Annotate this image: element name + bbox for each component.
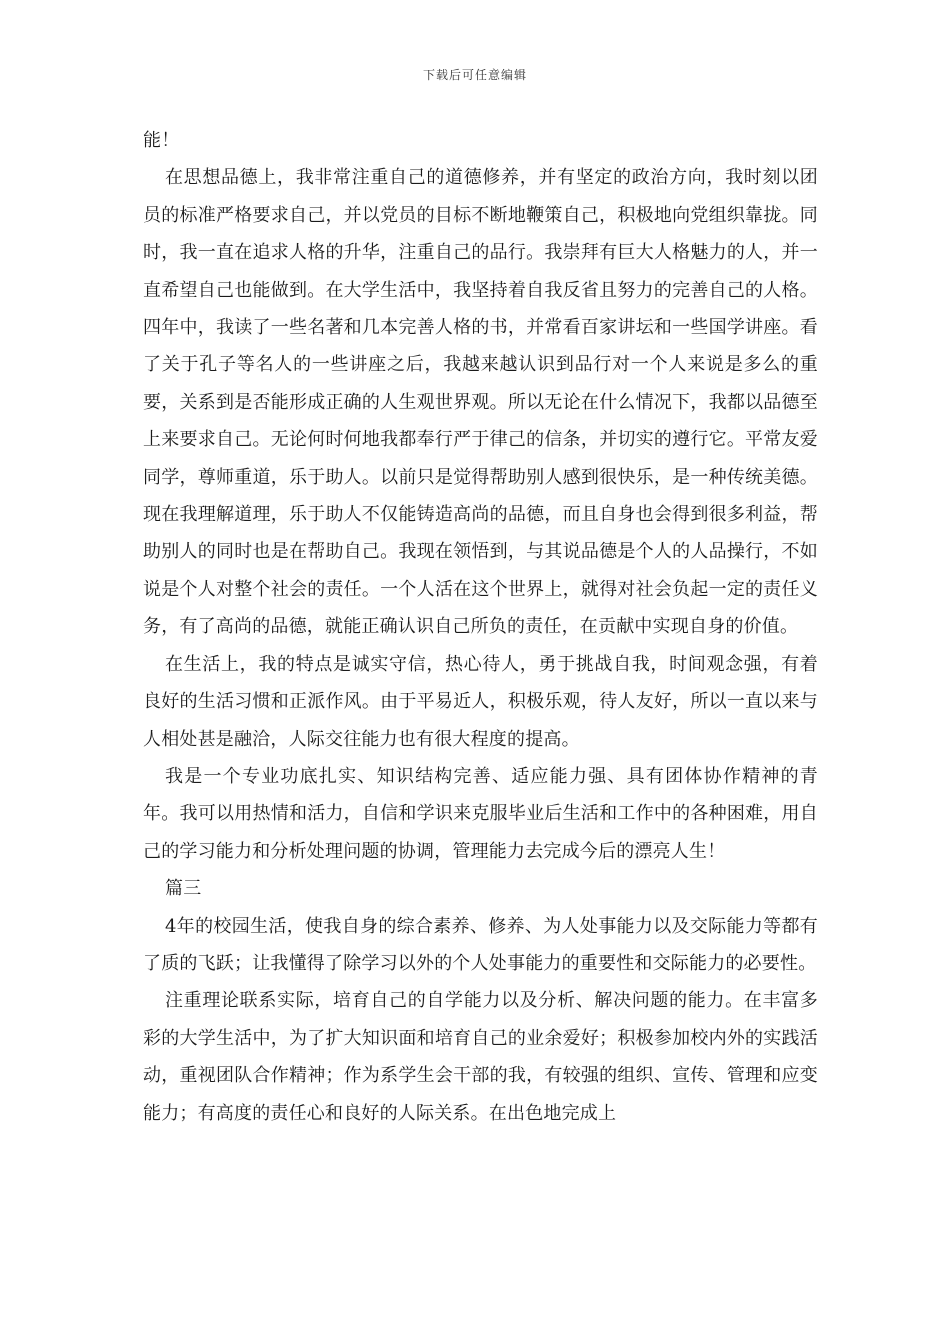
paragraph-theory-practice: 注重理论联系实际，培育自己的自学能力以及分析、解决问题的能力。在丰富多彩的大学生活中，为了扩大知识面和培育自己的业余爱好；积极参加校内外的实践活动，重视团队合作精神；作为系学生会干部的我，有较强的组织、宣传、管理和应变能力；有高度的责任心和良好的人际关系。在出色地完成上 (143, 990, 818, 1124)
paragraph-campus-life: 4年的校园生活，使我自身的综合素养、修养、为人处事能力以及交际能力等都有了质的飞跃；让我懂得了除学习以外的个人处事能力的重要性和交际能力的必要性。 (143, 915, 818, 974)
section-heading-part-three: 篇三 (165, 878, 202, 900)
paragraph-moral-character: 在思想品德上，我非常注重自己的道德修养，并有坚定的政治方向，我时刻以团员的标准严格要求自己，并以党员的目标不断地鞭策自己，积极地向党组织靠拢。同时，我一直在追求人格的升华，注重自己的品行。我崇拜有巨大人格魅力的人，并一直希望自己也能做到。在大学生活中，我坚持着自我反省且努力的完善自己的人格。四年中，我读了一些名著和几本完善人格的书，并常看百家讲坛和一些国学讲座。看了关于孔子等名人的一些讲座之后，我越来越认识到品行对一个人来说是多么的重要，关系到是否能形成正确的人生观世界观。所以无论在什么情况下，我都以品德至上来要求自己。无论何时何地我都奉行严于律己的信条，并切实的遵行它。平常友爱同学，尊师重道，乐于助人。以前只是觉得帮助别人感到很快乐，是一种传统美德。现在我理解道理，乐于助人不仅能铸造高尚的品德，而且自身也会得到很多利益，帮助别人的同时也是在帮助自己。我现在领悟到，与其说品德是个人的人品操行，不如说是个人对整个社会的责任。一个人活在这个世界上，就得对社会负起一定的责任义务，有了高尚的品德，就能正确认识自己所负的责任，在贡献中实现自身的价值。 (143, 167, 818, 638)
paragraph-self-summary: 我是一个专业功底扎实、知识结构完善、适应能力强、具有团体协作精神的青年。我可以用热情和活力，自信和学识来克服毕业后生活和工作中的各种困难，用自己的学习能力和分析处理问题的协调，管理能力去完成今后的漂亮人生！ (143, 765, 818, 862)
document-body (143, 122, 818, 1132)
paragraph-life: 在生活上，我的特点是诚实守信，热心待人，勇于挑战自我，时间观念强，有着良好的生活习惯和正派作风。由于平易近人，积极乐观，待人友好，所以一直以来与人相处甚是融洽，人际交往能力也有很大程度的提高。 (143, 653, 818, 750)
page-header: 下载后可任意编辑 (422, 68, 527, 82)
paragraph-continuation: 能！ (143, 130, 180, 151)
